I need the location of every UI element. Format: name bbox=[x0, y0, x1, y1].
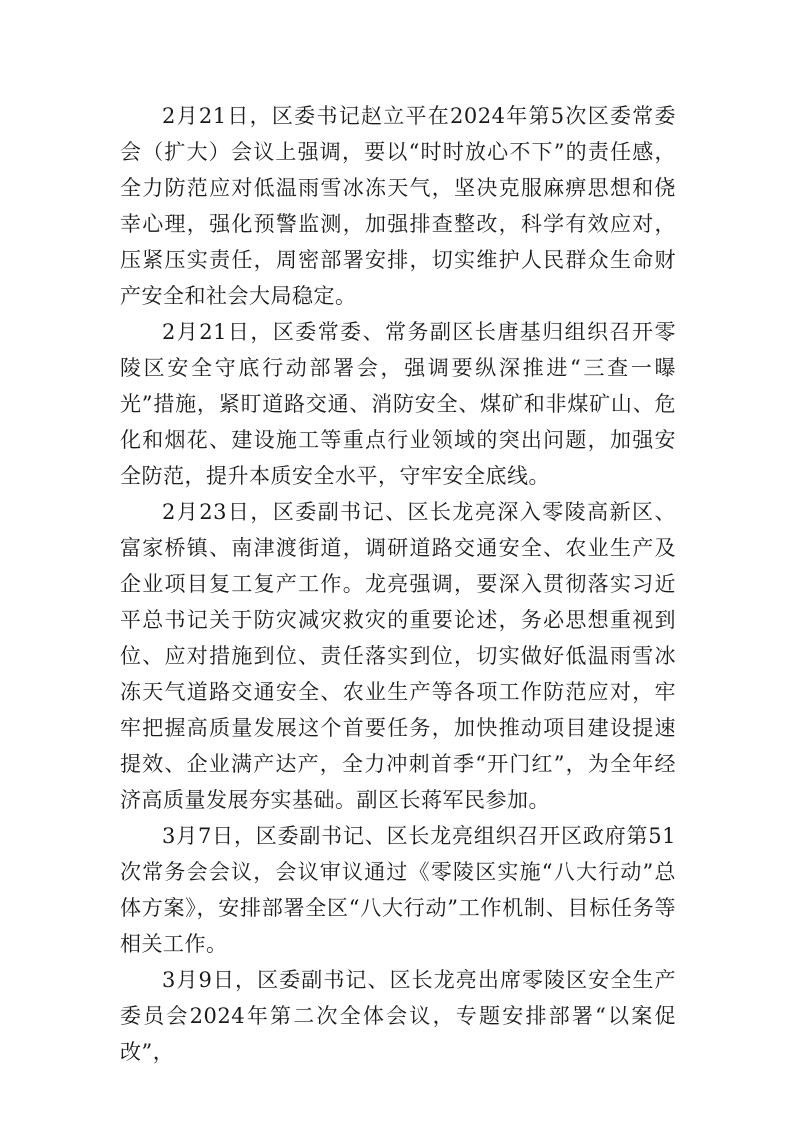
paragraph-government-standing-meeting: 3月7日，区委副书记、区长龙亮组织召开区政府第51次常务会会议，会议审议通过《零陵区实施“八大行动”总体方案》，安排部署全区“八大行动”工作机制、目标任务等相关工作。 bbox=[120, 824, 676, 956]
paragraph-zhao-liping-meeting: 2月21日，区委书记赵立平在2024年第5次区委常委会（扩大）会议上强调，要以“时时放心不下”的责任感，全力防范应对低温雨雪冰冻天气，坚决克服麻痹思想和侥幸心理，强化预警监测，加强排查整改，科学有效应对，压紧压实责任，周密部署安排，切实维护人民群众生命财产安全和社会大局稳定。 bbox=[120, 104, 676, 308]
document-body bbox=[120, 98, 676, 1070]
paragraph-safety-committee-meeting: 3月9日，区委副书记、区长龙亮出席零陵区安全生产委员会2024年第二次全体会议，专题安排部署“以案促改”， bbox=[120, 968, 676, 1064]
paragraph-long-liang-inspection: 2月23日，区委副书记、区长龙亮深入零陵高新区、富家桥镇、南津渡街道，调研道路交通安全、农业生产及企业项目复工复产工作。龙亮强调，要深入贯彻落实习近平总书记关于防灾减灾救灾的重要论述，务必思想重视到位、应对措施到位、责任落实到位，切实做好低温雨雪冰冻天气道路交通安全、农业生产等各项工作防范应对，牢牢把握高质量发展这个首要任务，加快推动项目建设提速提效、企业满产达产，全力冲刺首季“开门红”，为全年经济高质量发展夯实基础。副区长蒋军民参加。 bbox=[120, 500, 676, 812]
paragraph-tang-jigui-safety-meeting: 2月21日，区委常委、常务副区长唐基归组织召开零陵区安全守底行动部署会，强调要纵深推进“三查一曝光”措施，紧盯道路交通、消防安全、煤矿和非煤矿山、危化和烟花、建设施工等重点行业领域的突出问题，加强安全防范，提升本质安全水平，守牢安全底线。 bbox=[120, 320, 676, 488]
